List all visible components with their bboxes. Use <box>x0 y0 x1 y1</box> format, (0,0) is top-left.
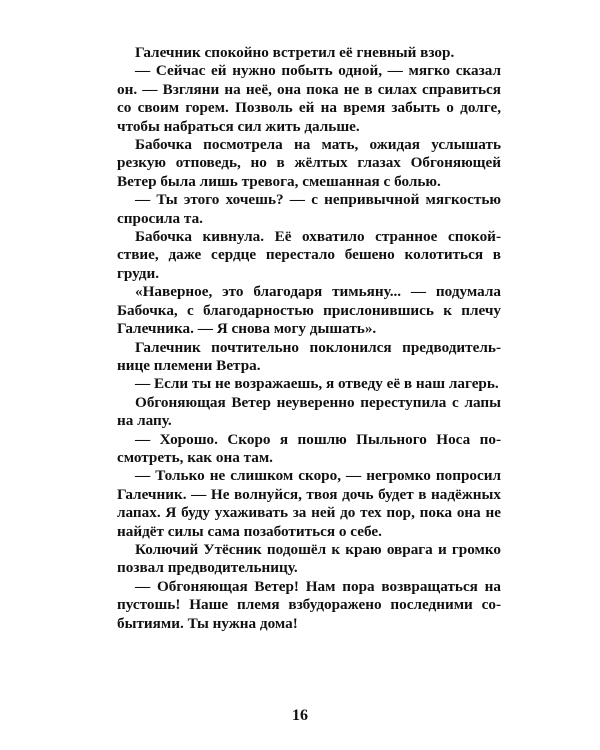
body-text <box>117 44 501 633</box>
paragraph: Галечник спокойно встретил её гневный взор. <box>135 44 455 61</box>
paragraph: — Если ты не возражаешь, я отведу её в наш лагерь. <box>135 375 499 393</box>
paragraph: — Хорошо. Скоро я пошлю Пыльного Носа посмотреть, как она там. <box>117 430 501 466</box>
paragraph: — Сейчас ей нужно побыть одной, — мягко сказал он. — Взгляни на неё, она пока не в силах справиться со своим горем. Позволь ей на время забыть о долге, чтобы набраться сил жить дальше. <box>117 62 501 135</box>
page-number: 16 <box>292 707 308 724</box>
paragraph: — Только не слишком скоро, — негромко попросил Галечник. — Не волнуйся, твоя дочь будет в надёжных лапах. Я буду ухаживать за ней до тех пор, пока она не найдёт силы сама позаботиться о себе. <box>117 467 501 540</box>
paragraph: — Ты этого хочешь? — с непривычной мягкостью спросила та. <box>117 191 501 227</box>
paragraph: «Наверное, это благодаря тимьяну... — подумала Бабочка, с благодарностью прислонившись к плечу Галечника. — Я снова могу дышать». <box>117 283 501 338</box>
paragraph: Галечник почтительно поклонился предводительнице племени Ветра. <box>117 338 501 374</box>
paragraph: Бабочка посмотрела на мать, ожидая услышать резкую отповедь, но в жёлтых глазах Обгоняющей Ветер была лишь тревога, смешанная с болью. <box>117 136 501 190</box>
paragraph: Бабочка кивнула. Её охватило странное спокойствие, даже сердце перестало бешено колотиться в груди. <box>117 228 501 282</box>
paragraph: — Обгоняющая Ветер! Нам пора возвращаться на пустошь! Наше племя взбудоражено последними событиями. Ты нужна дома! <box>117 577 501 632</box>
paragraph: Обгоняющая Ветер неуверенно переступила с лапы на лапу. <box>117 393 501 430</box>
paragraph: Колючий Утёсник подошёл к краю оврага и громко позвал предводительницу. <box>117 540 501 577</box>
